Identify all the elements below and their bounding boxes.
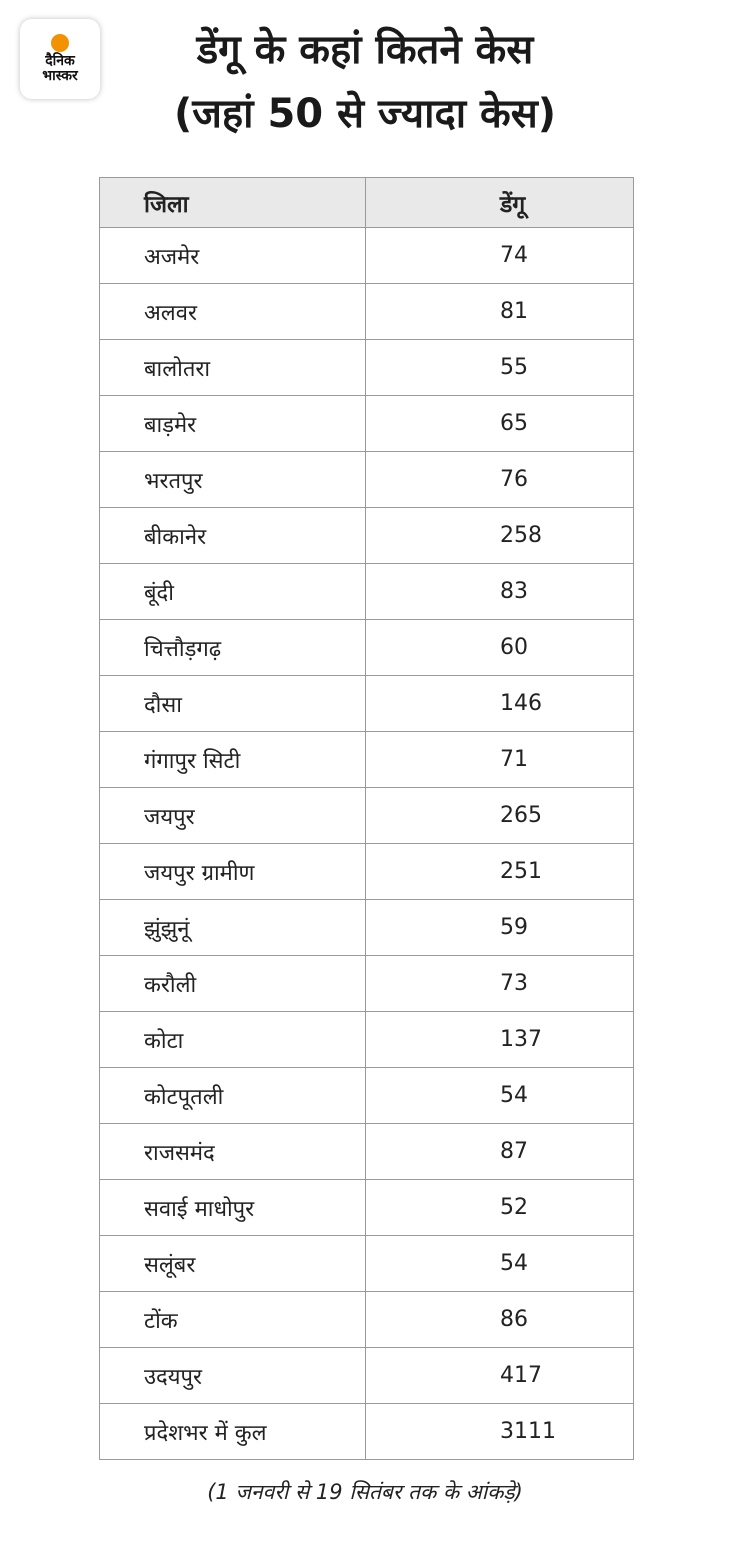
district-cell: राजसमंद — [100, 1124, 366, 1180]
logo-text-line2: भास्कर — [42, 68, 78, 84]
table-row — [100, 788, 634, 844]
page-title — [100, 18, 630, 146]
dengue-count-cell: 54 — [366, 1236, 634, 1292]
dengue-count-cell: 83 — [366, 564, 634, 620]
district-cell: बीकानेर — [100, 508, 366, 564]
dengue-count-cell: 417 — [366, 1348, 634, 1404]
district-cell: बालोतरा — [100, 340, 366, 396]
dengue-count-cell: 265 — [366, 788, 634, 844]
district-cell: जयपुर ग्रामीण — [100, 844, 366, 900]
title-line1: डेंगू के कहां कितने केस — [196, 27, 534, 73]
dengue-count-cell: 52 — [366, 1180, 634, 1236]
header-district: जिला — [100, 178, 366, 228]
district-cell: जयपुर — [100, 788, 366, 844]
district-cell: उदयपुर — [100, 1348, 366, 1404]
header-dengue: डेंगू — [366, 178, 634, 228]
district-cell: प्रदेशभर में कुल — [100, 1404, 366, 1460]
table-row — [100, 732, 634, 788]
dengue-count-cell: 55 — [366, 340, 634, 396]
table-row — [100, 620, 634, 676]
dengue-count-cell: 73 — [366, 956, 634, 1012]
district-cell: बूंदी — [100, 564, 366, 620]
table-row — [100, 844, 634, 900]
footnote: (1 जनवरी से 19 सितंबर तक के आंकड़े) — [207, 1480, 523, 1504]
table-row — [100, 900, 634, 956]
table-row — [100, 676, 634, 732]
table-row — [100, 284, 634, 340]
table-row — [100, 228, 634, 284]
sun-icon — [51, 34, 69, 52]
dengue-count-cell: 71 — [366, 732, 634, 788]
table-row — [100, 452, 634, 508]
district-cell: अलवर — [100, 284, 366, 340]
table-row — [100, 564, 634, 620]
dengue-count-cell: 65 — [366, 396, 634, 452]
district-cell: बाड़मेर — [100, 396, 366, 452]
district-cell: अजमेर — [100, 228, 366, 284]
table-row — [100, 1068, 634, 1124]
dengue-count-cell: 59 — [366, 900, 634, 956]
district-cell: दौसा — [100, 676, 366, 732]
dengue-cases-table — [99, 177, 634, 1460]
dengue-count-cell: 3111 — [366, 1404, 634, 1460]
district-cell: चित्तौड़गढ़ — [100, 620, 366, 676]
title-line2: (जहां 50 से ज्यादा केस) — [173, 91, 557, 137]
dengue-count-cell: 251 — [366, 844, 634, 900]
district-cell: झुंझुनूं — [100, 900, 366, 956]
dengue-count-cell: 74 — [366, 228, 634, 284]
district-cell: कोटा — [100, 1012, 366, 1068]
district-cell: सलूंबर — [100, 1236, 366, 1292]
table-row — [100, 956, 634, 1012]
table-row — [100, 340, 634, 396]
table-body — [100, 228, 634, 1460]
table-row — [100, 508, 634, 564]
district-cell: सवाई माधोपुर — [100, 1180, 366, 1236]
district-cell: गंगापुर सिटी — [100, 732, 366, 788]
dengue-count-cell: 137 — [366, 1012, 634, 1068]
dengue-count-cell: 54 — [366, 1068, 634, 1124]
district-cell: टोंक — [100, 1292, 366, 1348]
district-cell: भरतपुर — [100, 452, 366, 508]
table-row — [100, 1404, 634, 1460]
table-row — [100, 1348, 634, 1404]
table-row — [100, 1292, 634, 1348]
table-row — [100, 1236, 634, 1292]
dengue-count-cell: 60 — [366, 620, 634, 676]
table-row — [100, 1180, 634, 1236]
dengue-count-cell: 87 — [366, 1124, 634, 1180]
logo-text-line1: दैनिक — [45, 53, 75, 69]
table-row — [100, 1124, 634, 1180]
dengue-count-cell: 81 — [366, 284, 634, 340]
district-cell: कोटपूतली — [100, 1068, 366, 1124]
dainik-bhaskar-logo — [20, 19, 100, 99]
table-header-row — [100, 178, 634, 228]
dengue-count-cell: 76 — [366, 452, 634, 508]
table-row — [100, 396, 634, 452]
dengue-count-cell: 146 — [366, 676, 634, 732]
dengue-count-cell: 258 — [366, 508, 634, 564]
district-cell: करौली — [100, 956, 366, 1012]
table-row — [100, 1012, 634, 1068]
dengue-count-cell: 86 — [366, 1292, 634, 1348]
